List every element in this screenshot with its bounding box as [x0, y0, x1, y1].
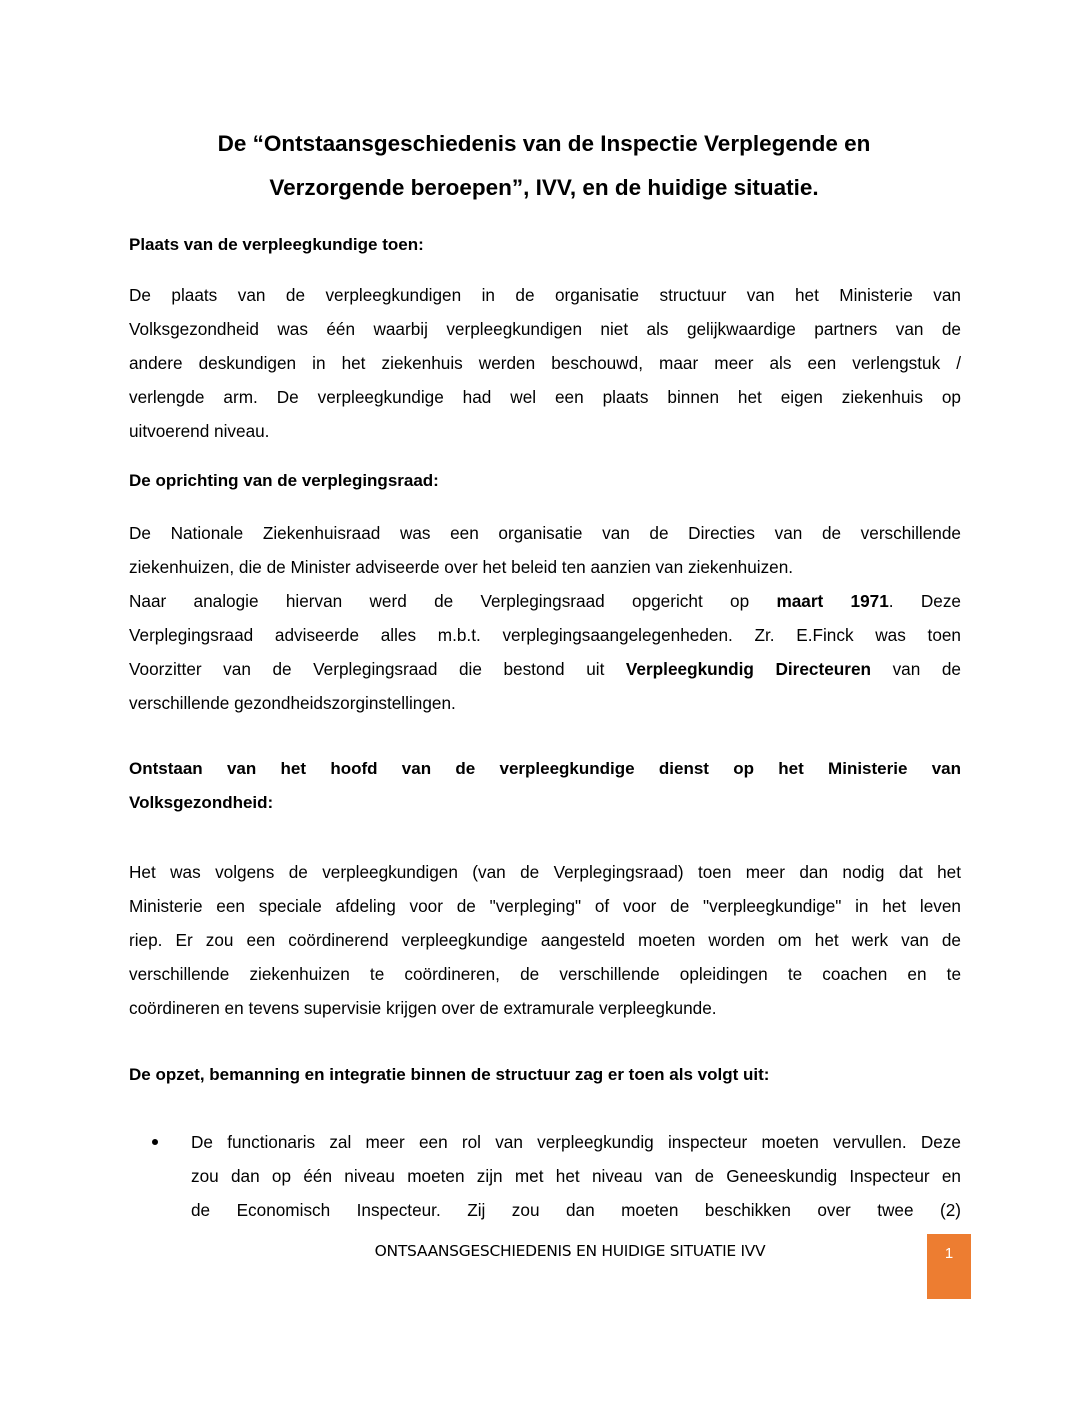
text-line: zou dan op één niveau moeten zijn met het niveau van de Geneeskundig Inspecteur en [191, 1166, 961, 1186]
text-line: verschillende gezondheidszorginstellingen. [129, 693, 456, 713]
bullet-icon [152, 1139, 158, 1145]
text-line: verlengde arm. De verpleegkundige had wel een plaats binnen het eigen ziekenhuis op [129, 387, 961, 407]
text-line [129, 584, 961, 618]
text-run: Voorzitter van de Verplegingsraad die bestond uit [129, 659, 626, 679]
text-line: Verplegingsraad adviseerde alles m.b.t. verplegingsaangelegenheden. Zr. E.Finck was toen [129, 625, 961, 645]
text-line: De functionaris zal meer een rol van verpleegkundig inspecteur moeten vervullen. Deze [191, 1132, 961, 1152]
text-line: de Economisch Inspecteur. Zij zou dan moeten beschikken over twee (2) [191, 1200, 961, 1220]
bullet-list [152, 1125, 961, 1227]
section-heading-ontstaan [129, 752, 961, 820]
page-number-badge: 1 [927, 1234, 971, 1299]
heading-line: Volksgezondheid: [129, 793, 274, 812]
text-line: Volksgezondheid was één waarbij verpleegkundigen niet als gelijkwaardige partners van de [129, 319, 961, 339]
text-line: coördineren en tevens supervisie krijgen over de extramurale verpleegkunde. [129, 998, 717, 1018]
title-line-1: De “Ontstaansgeschiedenis van de Inspectie Verplegende en [217, 131, 871, 156]
section-heading-opzet: De opzet, bemanning en integratie binnen de structuur zag er toen als volgt uit: [129, 1065, 770, 1084]
text-line: riep. Er zou een coördinerend verpleegkundige aangesteld moeten worden om het werk van de [129, 930, 961, 950]
text-line: verschillende ziekenhuizen te coördineren, de verschillende opleidingen te coachen en te [129, 964, 961, 984]
list-item [152, 1125, 961, 1227]
text-line: Het was volgens de verpleegkundigen (van de Verplegingsraad) toen meer dan nodig dat het [129, 862, 961, 882]
text-line: uitvoerend niveau. [129, 421, 270, 441]
section-heading-plaats: Plaats van de verpleegkundige toen: [129, 235, 424, 254]
text-run: . Deze [888, 591, 961, 611]
heading-line: Ontstaan van het hoofd van de verpleegkundige dienst op het Ministerie van [129, 759, 961, 778]
title-line-2: Verzorgende beroepen”, IVV, en de huidige situatie. [269, 175, 819, 200]
text-line: andere deskundigen in het ziekenhuis werden beschouwd, maar meer als een verlengstuk / [129, 353, 961, 373]
paragraph-ontstaan [129, 855, 961, 1025]
text-line: De Nationale Ziekenhuisraad was een organisatie van de Directies van de verschillende [129, 523, 961, 543]
document-title [120, 122, 968, 210]
footer-title: ONTSAANSGESCHIEDENIS EN HUIDIGE SITUATIE IVV [374, 1242, 766, 1260]
text-run: van de [871, 659, 961, 679]
date-highlight: maart 1971 [776, 591, 889, 611]
paragraph-plaats [129, 278, 961, 448]
text-line [129, 652, 961, 686]
text-line: De plaats van de verpleegkundigen in de organisatie structuur van het Ministerie van [129, 285, 961, 305]
section-heading-oprichting: De oprichting van de verplegingsraad: [129, 471, 439, 490]
text-line: Ministerie een speciale afdeling voor de "verpleging" of voor de "verpleegkundige" in het leven [129, 896, 961, 916]
text-line: ziekenhuizen, die de Minister adviseerde over het beleid ten aanzien van ziekenhuizen. [129, 557, 794, 577]
role-highlight: Verpleegkundig Directeuren [625, 659, 871, 679]
text-run: Naar analogie hiervan werd de Verplegingsraad opgericht op [129, 591, 777, 611]
paragraph-oprichting [129, 516, 961, 720]
